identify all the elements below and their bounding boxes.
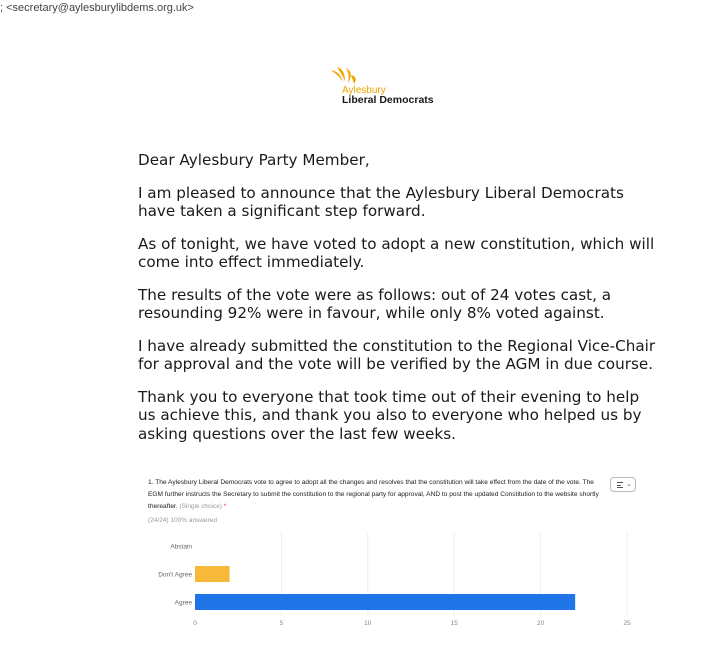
x-tick-label: 25: [623, 620, 631, 627]
letter-body: [138, 151, 658, 457]
letter-paragraph: I am pleased to announce that the Aylesbury Liberal Democrats have taken a significant step forward.: [138, 183, 624, 220]
logo-town-name: Aylesbury: [342, 85, 386, 96]
category-label: Agree: [174, 599, 192, 607]
letter-greeting: Dear Aylesbury Party Member,: [138, 151, 370, 169]
x-tick-label: 15: [450, 620, 458, 627]
poll-question: [148, 477, 608, 514]
category-label: Don't Agree: [158, 571, 192, 579]
poll-choice-type: (Single choice): [179, 503, 222, 511]
required-mark: *: [223, 503, 227, 511]
aylesbury-libdems-logo: [328, 66, 458, 108]
letter-paragraph: Thank you to everyone that took time out of their evening to help us achieve this, and thank you also to everyone who helped us by asking questions over the last few weeks.: [138, 387, 642, 443]
chart-options-button[interactable]: [610, 477, 636, 492]
x-tick-label: 10: [364, 620, 372, 627]
bar-agree: [195, 594, 575, 610]
logo-party-name: Liberal Democrats: [342, 94, 434, 106]
poll-bar-chart: [138, 532, 648, 632]
category-label: Abstain: [170, 543, 192, 551]
letter-paragraph: I have already submitted the constitution to the Regional Vice-Chair for approval and the vote will be verified by the AGM in due course.: [138, 336, 656, 373]
poll-answered-count: (24/24) 100% answered: [148, 517, 218, 524]
email-sender: ; <secretary@aylesburylibdems.org.uk>: [0, 2, 194, 14]
letter-paragraph: The results of the vote were as follows: out of 24 votes cast, a resounding 92% were in favour, while only 8% voted against.: [138, 285, 612, 322]
letter-paragraph: As of tonight, we have voted to adopt a new constitution, which will come into effect immediately.: [138, 234, 655, 271]
poll-result-panel: [138, 472, 648, 647]
poll-question-text: 1. The Aylesbury Liberal Democrats vote to agree to adopt all the changes and resolves that the constitution will take effect from the date of the vote. The EGM further instructs the Secretary to submit the constitution to the regional party for approval, AND to post the updated Constitution to the website shortly thereafter.: [148, 479, 599, 511]
x-tick-label: 5: [279, 620, 284, 627]
bar-don-t-agree: [195, 566, 230, 582]
chevron-down-icon: ⌄: [626, 481, 632, 488]
x-tick-label: 0: [193, 620, 197, 627]
x-tick-label: 20: [536, 620, 545, 627]
list-menu-icon: [617, 482, 623, 490]
